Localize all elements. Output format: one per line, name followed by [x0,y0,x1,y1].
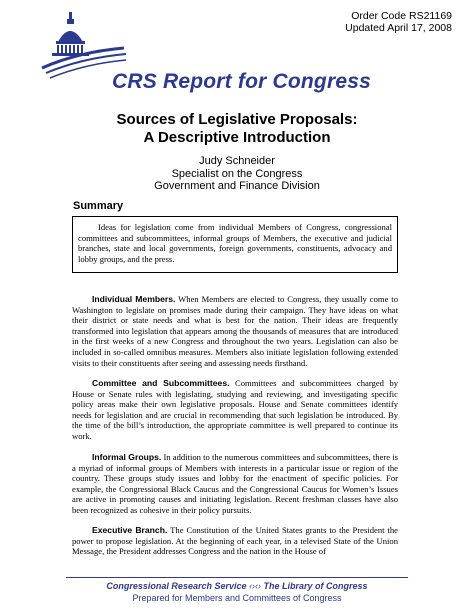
footer-loc: The Library of Congress [263,581,368,591]
section-executive-branch [72,525,398,557]
section-heading: Individual Members. [92,294,176,304]
summary-box [72,216,398,273]
footer-line-1 [0,581,474,591]
title-line-1: Sources of Legislative Proposals: [116,111,358,128]
section-informal-groups [72,452,398,516]
author-title: Specialist on the Congress [171,167,303,180]
section-committees [72,378,398,442]
section-text: The Constitution of the United States grants to the President the power to propose legislation. At the beginning of each year, in a televised State of the Union Message, the President addresses Congress and the nation in the House of [72,525,398,557]
report-title [0,111,474,147]
section-individual-members [72,294,398,368]
footer-divider [66,577,408,578]
title-line-2: A Descriptive Introduction [143,129,331,146]
report-series-title: CRS Report for Congress [112,70,371,93]
section-text: Committees and subcommittees charged by House or Senate rules with legislating, studying and reviewing, and investigating specific policy areas make their own legislative proposals. House and Senate committees identify needs for legislation and are crucial in recommending that such legislation be introduced. By the time of the bill’s introduction, the appropriate committee is well prepared to continue its work. [72,378,399,441]
author-division: Government and Finance Division [154,180,320,192]
order-code: Order Code RS21169 [351,10,452,22]
summary-heading: Summary [73,200,124,212]
section-text: When Members are elected to Congress, they usually come to Washington to legislate on promises made during their campaign. They have ideas on what their district or state needs and what is best for the nation. Their ideas are frequently transformed into legislation that appears among the thousands of measures that are introduced in the first weeks of a new Congress and throughout the two years. Legislation can also be included in so-called omnibus measures. Members also initiate legislation following extended visits to their constituents after seeing and assessing needs firsthand. [72,294,398,368]
section-heading: Executive Branch. [92,525,168,535]
summary-text: Ideas for legislation come from individual Members of Congress, congressional committees and subcommittees, informal groups of Members, the executive and judicial branches, state and local governments, foreign governments, constituents, advocacy and lobby groups, and the press. [78,222,392,264]
footer-crs: Congressional Research Service [106,581,247,591]
section-heading: Committee and Subcommittees. [92,378,230,388]
section-text: In addition to the numerous committees and subcommittees, there is a myriad of informal groups of Members with interests in a particular issue or region of the country. These groups study issues and lobby for the enactment of specific policies. For example, the Congressional Black Caucus and the Congressional Caucus for Women’s Issues are active in promoting causes and initiating legislation. Recent freshman classes have also been recognized as cohesive in their policy pursuits. [72,452,398,515]
author-block [0,155,474,193]
order-code-block [345,10,452,34]
updated-date: Updated April 17, 2008 [345,22,452,34]
footer-separator: ‹›‹› [249,581,262,591]
author-name: Judy Schneider [199,155,275,167]
section-heading: Informal Groups. [92,452,162,462]
footer-line-2: Prepared for Members and Committees of Congress [132,593,342,603]
